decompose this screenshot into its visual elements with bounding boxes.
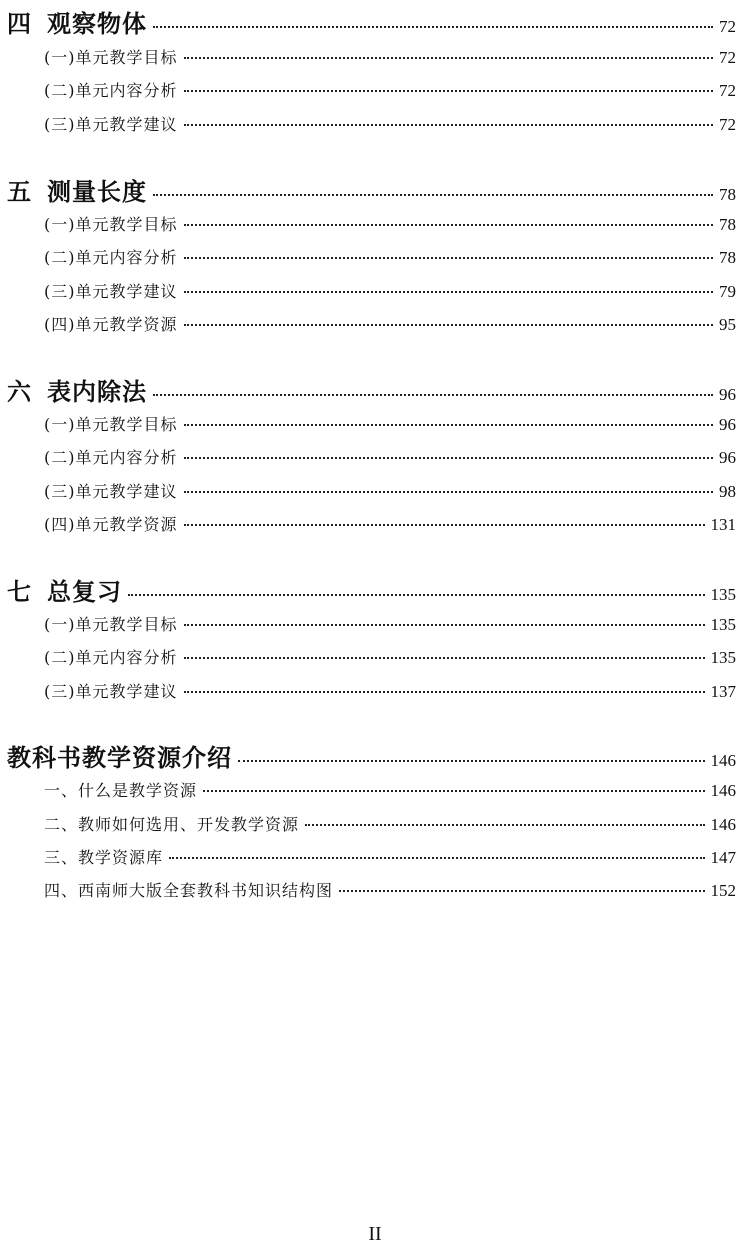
page-number: 72 [719, 48, 736, 67]
page-number: 146 [710, 781, 736, 800]
toc-item[interactable] [44, 878, 736, 904]
page-number: 131 [710, 515, 736, 534]
dot-leader [184, 691, 705, 693]
dot-leader [184, 524, 705, 526]
item-title: (一)单元教学目标 [44, 615, 178, 634]
page-number: 96 [719, 385, 736, 404]
page-number: 72 [719, 81, 736, 100]
dot-leader [153, 394, 713, 396]
page-number: 147 [710, 848, 736, 867]
dot-leader [184, 491, 714, 493]
toc-item[interactable] [44, 512, 736, 538]
dot-leader [128, 594, 705, 596]
item-title: 三、教学资源库 [44, 848, 164, 867]
page-number: 78 [719, 185, 736, 204]
toc-item[interactable] [44, 679, 736, 705]
chapter-title: 测量长度 [47, 178, 147, 206]
page-number: 135 [710, 585, 736, 604]
dot-leader [238, 760, 705, 762]
page-number: 78 [719, 248, 736, 267]
chapter-number: 七 [7, 578, 31, 606]
dot-leader [184, 124, 714, 126]
item-title: (三)单元教学建议 [44, 482, 178, 501]
toc-item[interactable] [44, 812, 736, 838]
toc-item[interactable] [44, 479, 736, 505]
toc-item[interactable] [44, 312, 736, 338]
chapter-number: 四 [7, 10, 31, 38]
item-title: (一)单元教学目标 [44, 48, 178, 67]
page-number: 78 [719, 215, 736, 234]
toc-item[interactable] [44, 445, 736, 471]
toc-item[interactable] [44, 245, 736, 271]
dot-leader [184, 257, 714, 259]
page-number: 135 [710, 615, 736, 634]
toc-item[interactable] [44, 645, 736, 671]
toc-item[interactable] [44, 279, 736, 305]
toc-chapter-4[interactable] [7, 4, 736, 38]
dot-leader [184, 224, 714, 226]
dot-leader [184, 324, 714, 326]
toc-chapter-6[interactable] [7, 372, 736, 406]
dot-leader [184, 424, 714, 426]
chapter-number: 六 [7, 378, 31, 406]
footer-page-number: II [368, 1223, 382, 1245]
toc-chapter-7[interactable] [7, 572, 736, 606]
page-number: 137 [710, 682, 736, 701]
dot-leader [203, 790, 704, 792]
item-title: 一、什么是教学资源 [44, 781, 198, 800]
dot-leader [305, 824, 704, 826]
page-number: 96 [719, 415, 736, 434]
page-number: 98 [719, 482, 736, 501]
item-title: (二)单元内容分析 [44, 648, 178, 667]
dot-leader [339, 890, 704, 892]
item-title: (一)单元教学目标 [44, 415, 178, 434]
dot-leader [184, 291, 714, 293]
page-number: 146 [710, 815, 736, 834]
toc-chapter-5[interactable] [7, 172, 736, 206]
dot-leader [184, 624, 705, 626]
dot-leader [184, 90, 714, 92]
section-title: 教科书教学资源介绍 [7, 744, 232, 772]
toc-resources-section[interactable] [7, 738, 736, 772]
dot-leader [184, 657, 705, 659]
toc-item[interactable] [44, 212, 736, 238]
item-title: (四)单元教学资源 [44, 315, 178, 334]
page-number: 72 [719, 115, 736, 134]
page-number: 146 [710, 751, 736, 770]
page-number: 96 [719, 448, 736, 467]
item-title: (三)单元教学建议 [44, 282, 178, 301]
chapter-title: 表内除法 [47, 378, 147, 406]
chapter-title: 总复习 [47, 578, 122, 606]
toc-item[interactable] [44, 45, 736, 71]
item-title: (三)单元教学建议 [44, 682, 178, 701]
dot-leader [184, 57, 714, 59]
chapter-number: 五 [7, 178, 31, 206]
page-number: 72 [719, 17, 736, 36]
toc-item[interactable] [44, 612, 736, 638]
page-number: 95 [719, 315, 736, 334]
toc-item[interactable] [44, 412, 736, 438]
dot-leader [153, 26, 713, 28]
dot-leader [184, 457, 714, 459]
item-title: (二)单元内容分析 [44, 248, 178, 267]
item-title: 二、教师如何选用、开发教学资源 [44, 815, 300, 834]
item-title: (四)单元教学资源 [44, 515, 178, 534]
item-title: (二)单元内容分析 [44, 448, 178, 467]
page-number: 135 [710, 648, 736, 667]
page-number: 152 [710, 881, 736, 900]
page-number: 79 [719, 282, 736, 301]
toc-item[interactable] [44, 78, 736, 104]
toc-item[interactable] [44, 845, 736, 871]
item-title: 四、西南师大版全套教科书知识结构图 [44, 881, 334, 900]
toc-item[interactable] [44, 778, 736, 804]
dot-leader [169, 857, 704, 859]
item-title: (三)单元教学建议 [44, 115, 178, 134]
toc-item[interactable] [44, 112, 736, 138]
item-title: (二)单元内容分析 [44, 81, 178, 100]
chapter-title: 观察物体 [47, 10, 147, 38]
dot-leader [153, 194, 713, 196]
item-title: (一)单元教学目标 [44, 215, 178, 234]
